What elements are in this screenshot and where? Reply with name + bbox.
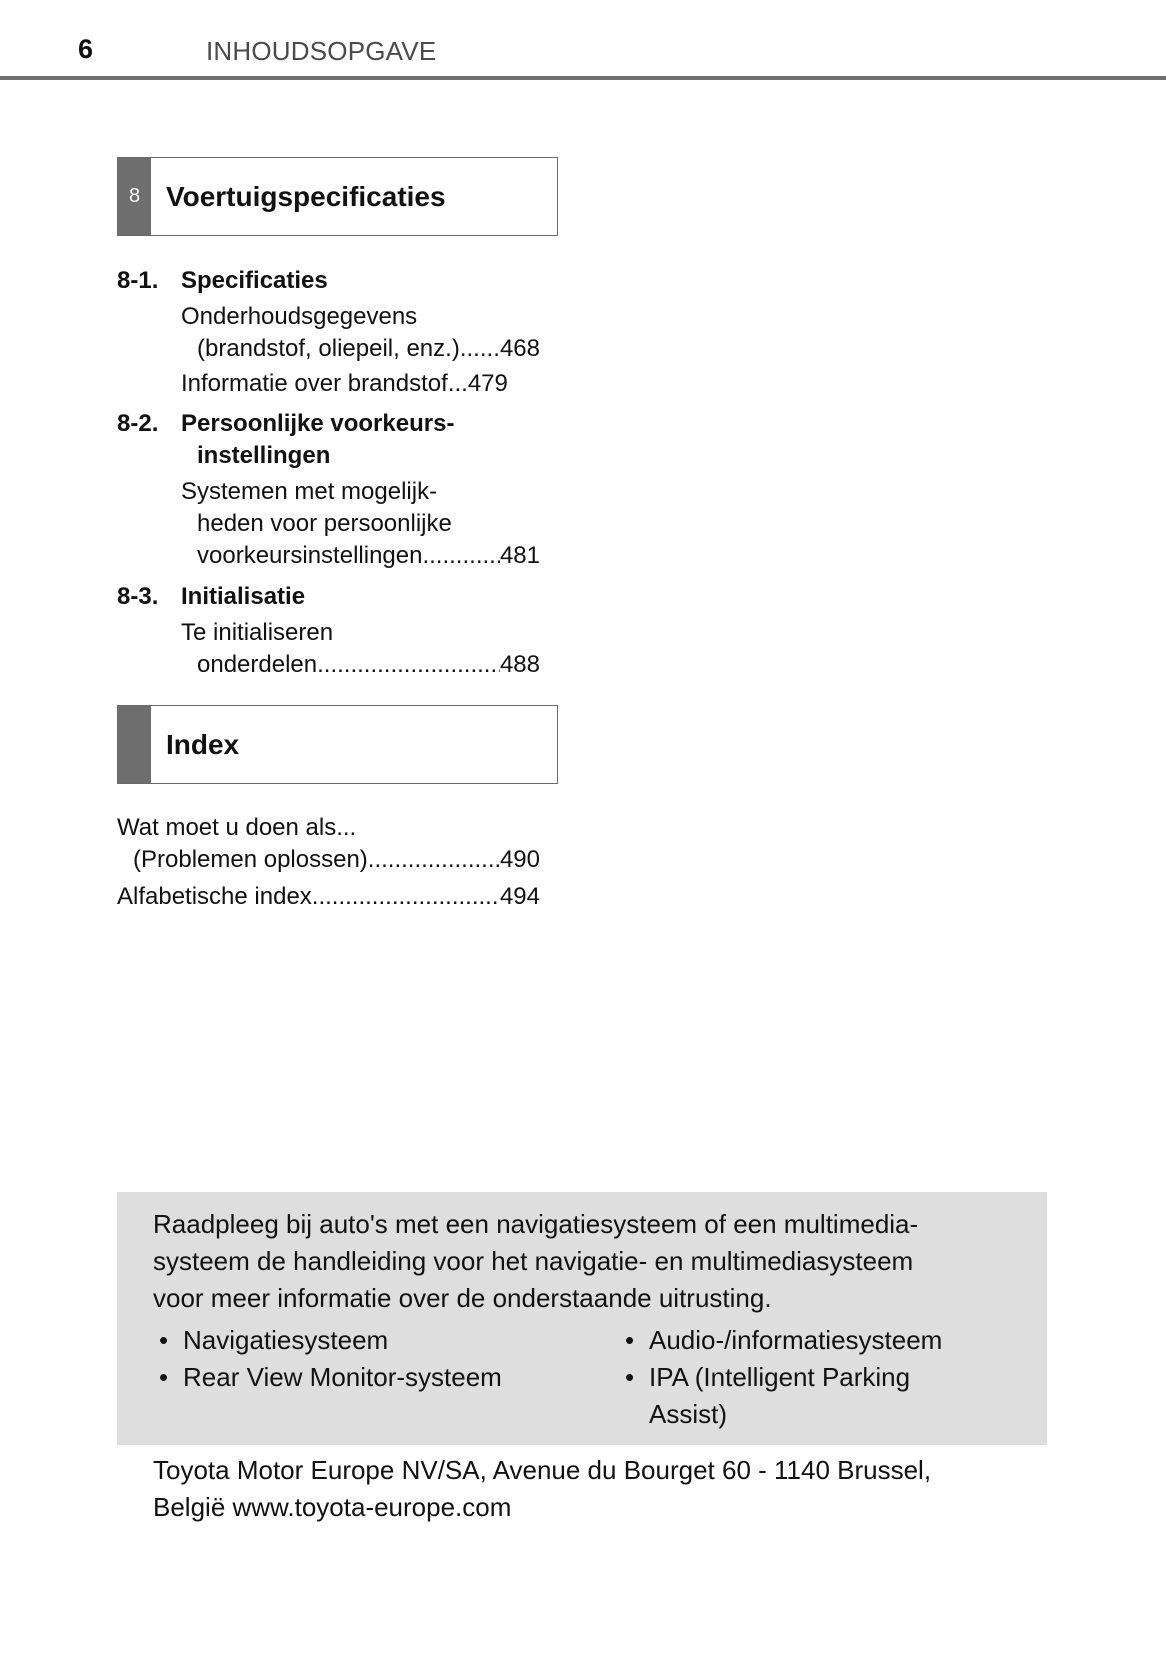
note-text-line: Raadpleeg bij auto's met een navigatiesysteem of een multimedia- xyxy=(153,1209,919,1239)
toc-entry[interactable] xyxy=(133,845,540,875)
toc-entry-text: (Problemen oplossen) xyxy=(133,846,368,873)
bullet-text: IPA (Intelligent Parking xyxy=(649,1362,911,1392)
toc-entry-line: Wat moet u doen als... xyxy=(117,814,357,841)
toc-entry-line: Systemen met mogelijk- xyxy=(181,478,438,505)
chapter-title: Specificaties xyxy=(181,267,328,294)
leader-dots xyxy=(317,650,500,680)
toc-entry[interactable] xyxy=(117,882,540,912)
header-divider xyxy=(0,76,1166,80)
toc-page-number: 488 xyxy=(499,651,540,678)
toc-entry[interactable] xyxy=(197,541,540,571)
section-heading-8[interactable] xyxy=(117,157,558,236)
toc-entry-line: Onderhoudsgegevens xyxy=(181,303,418,330)
toc-page-number: .468 xyxy=(493,335,540,362)
page-header-title: INHOUDSOPGAVE xyxy=(206,36,437,66)
toc-page-number: ...479 xyxy=(447,370,508,397)
toc-entry[interactable] xyxy=(197,334,540,364)
bullet-icon: • xyxy=(159,1362,169,1392)
leader-dots xyxy=(460,334,493,364)
toc-entry-text: Informatie over brandstof xyxy=(181,370,448,397)
toc-entry-text: Alfabetische index xyxy=(117,883,312,910)
toc-entry-line: Te initialiseren xyxy=(181,619,334,646)
leader-dots xyxy=(368,845,500,875)
address-line[interactable]: België www.toyota-europe.com xyxy=(153,1492,512,1522)
section-title: Index xyxy=(166,728,240,760)
leader-dots xyxy=(312,882,500,912)
toc-entry-text: voorkeursinstellingen xyxy=(197,542,423,569)
chapter-number: 8-3. xyxy=(117,583,159,610)
address-line: Toyota Motor Europe NV/SA, Avenue du Bourget 60 - 1140 Brussel, xyxy=(153,1455,932,1485)
note-text-line: voor meer informatie over de onderstaande uitrusting. xyxy=(153,1283,772,1313)
toc-entry-text: onderdelen xyxy=(197,651,318,678)
note-text-line: systeem de handleiding voor het navigatie- en multimediasysteem xyxy=(153,1246,914,1276)
bullet-icon: • xyxy=(159,1325,169,1355)
bullet-text: Audio-/informatiesysteem xyxy=(649,1325,943,1355)
info-note-box xyxy=(117,1192,1047,1445)
note-text xyxy=(153,1206,1033,1317)
chapter-number: 8-2. xyxy=(117,410,159,437)
chapter-title: Initialisatie xyxy=(181,583,306,610)
bullet-icon: • xyxy=(625,1325,635,1355)
bullet-text: Assist) xyxy=(649,1399,727,1429)
toc-page-number: 490 xyxy=(499,846,540,873)
toc-entry[interactable] xyxy=(181,369,540,399)
section-heading-index[interactable] xyxy=(117,705,558,784)
chapter-number: 8-1. xyxy=(117,267,159,294)
bullet-text: Navigatiesysteem xyxy=(183,1325,389,1355)
chapter-title: Persoonlijke voorkeurs- xyxy=(181,410,455,437)
section-tab xyxy=(118,706,151,783)
bullet-icon: • xyxy=(625,1362,635,1392)
section-title: Voertuigspecificaties xyxy=(166,180,446,212)
chapter-title-continued: instellingen xyxy=(197,442,331,469)
leader-dots xyxy=(422,541,499,571)
toc-page-number: 481 xyxy=(499,542,540,569)
toc-entry-line: heden voor persoonlijke xyxy=(197,510,452,537)
section-tab: 8 xyxy=(118,158,151,235)
page-number: 6 xyxy=(78,34,94,64)
toc-entry[interactable] xyxy=(197,650,540,680)
toc-entry-text: (brandstof, oliepeil, enz.) xyxy=(197,335,460,362)
toc-page-number: 494 xyxy=(499,883,540,910)
bullet-text: Rear View Monitor-systeem xyxy=(183,1362,502,1392)
publisher-address xyxy=(153,1452,1053,1526)
